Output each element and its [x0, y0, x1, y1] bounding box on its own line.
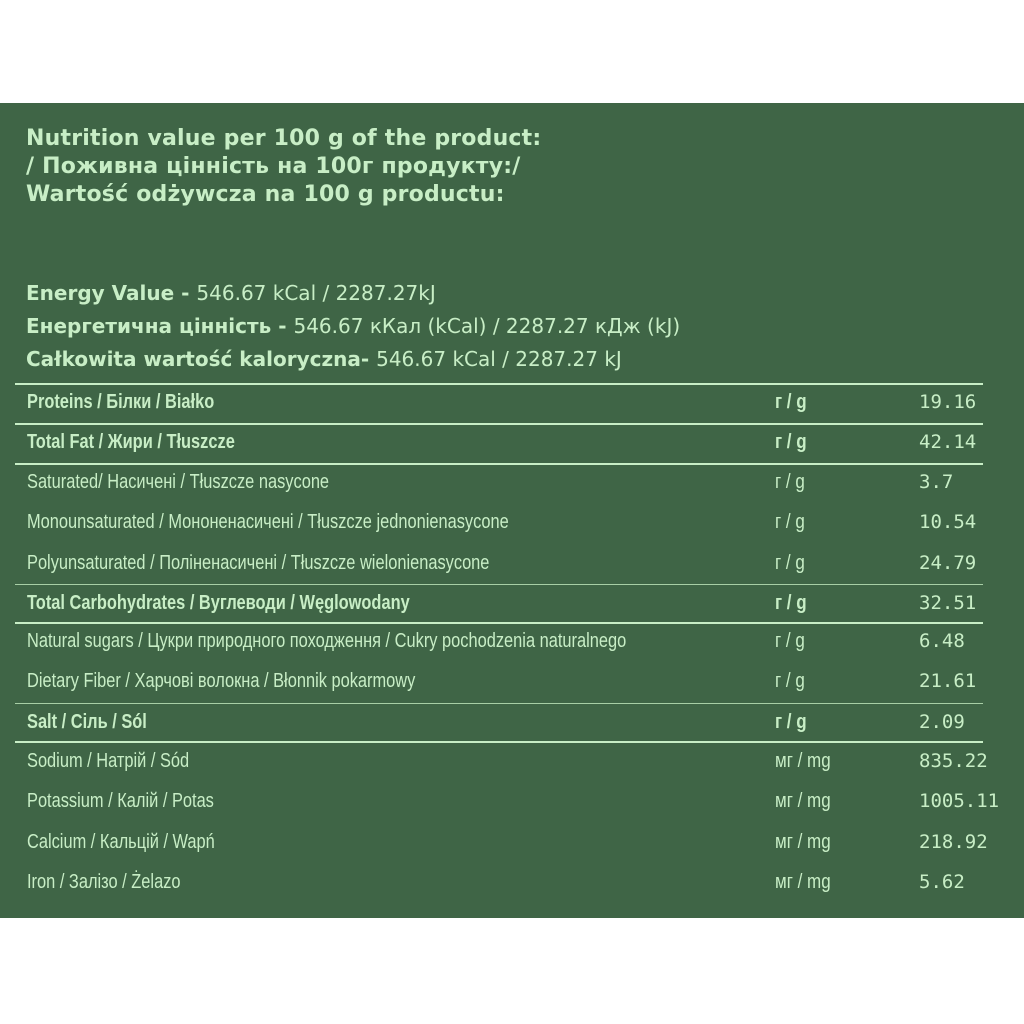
nutrition-heading: Nutrition value per 100 g of the product: / Поживна цінність на 100г продукту:/ Wartość odżywcza na 100 g productu: [26, 126, 542, 207]
nutrient-unit: мг / mg [775, 750, 831, 772]
nutrient-unit: г / g [775, 670, 805, 692]
nutrient-unit: г / g [775, 552, 805, 574]
nutrient-label: Total Carbohydrates / Вуглеводи / Węglowodany [27, 592, 410, 614]
nutrient-label: Potassium / Калій / Potas [27, 790, 214, 812]
nutrient-label: Iron / Залізо / Żelazo [27, 871, 181, 893]
nutrient-row-total-fat [15, 422, 985, 462]
nutrient-label: Saturated/ Насичені / Tłuszcze nasycone [27, 471, 330, 493]
nutrient-unit: мг / mg [775, 831, 831, 853]
nutrient-value: 32.51 [919, 592, 977, 614]
nutrient-value: 3.7 [919, 471, 954, 493]
nutrient-label: Total Fat / Жири / Tłuszcze [27, 431, 235, 453]
energy-line-en [26, 281, 436, 305]
nutrient-value: 5.62 [919, 871, 965, 893]
nutrient-unit: г / g [775, 511, 805, 533]
nutrient-unit: мг / mg [775, 790, 831, 812]
nutrient-label: Proteins / Білки / Białko [27, 391, 215, 413]
nutrient-row-polyunsaturated [15, 543, 985, 583]
nutrient-label: Dietary Fiber / Харчові волокна / Błonnik pokarmowy [27, 670, 416, 692]
nutrition-panel [0, 103, 1024, 918]
nutrient-row-potassium [15, 781, 1000, 821]
nutrient-unit: г / g [775, 391, 807, 413]
nutrient-row-iron [15, 862, 985, 902]
nutrient-row-proteins [15, 382, 985, 422]
nutrient-value: 2.09 [919, 711, 965, 733]
nutrient-row-salt [15, 702, 985, 742]
energy-label: Energy Value - [26, 281, 197, 305]
nutrient-unit: г / g [775, 471, 805, 493]
nutrient-unit: г / g [775, 711, 807, 733]
nutrient-label: Salt / Сіль / Sól [27, 711, 147, 733]
nutrient-row-saturated [15, 462, 985, 502]
nutrient-row-natural-sugars [15, 621, 985, 661]
nutrient-value: 21.61 [919, 670, 977, 692]
energy-value: 546.67 кКал (kCal) / 2287.27 кДж (kJ) [293, 314, 681, 338]
energy-label: Całkowita wartość kaloryczna- [26, 347, 377, 371]
energy-value: 546.67 kCal / 2287.27 kJ [376, 347, 622, 371]
nutrient-value: 835.22 [919, 750, 988, 772]
nutrient-unit: мг / mg [775, 871, 831, 893]
nutrient-row-sodium [15, 741, 988, 781]
energy-value: 546.67 kCal / 2287.27kJ [196, 281, 436, 305]
nutrient-row-monounsaturated [15, 502, 985, 542]
nutrient-value: 218.92 [919, 831, 988, 853]
nutrient-value: 42.14 [919, 431, 977, 453]
nutrient-unit: г / g [775, 431, 807, 453]
energy-line-pl [26, 347, 622, 371]
nutrient-row-total-carbohydrates [15, 583, 985, 623]
nutrient-value: 6.48 [919, 630, 965, 652]
nutrient-label: Monounsaturated / Мононенасичені / Tłuszcze jednonienasycone [27, 511, 509, 533]
energy-line-uk [26, 314, 680, 338]
nutrient-unit: г / g [775, 630, 805, 652]
nutrient-value: 24.79 [919, 552, 977, 574]
nutrient-unit: г / g [775, 592, 807, 614]
nutrient-row-dietary-fiber [15, 661, 985, 701]
nutrient-value: 19.16 [919, 391, 977, 413]
nutrient-label: Calcium / Кальцій / Wapń [27, 831, 215, 853]
energy-label: Енергетична цінність - [26, 314, 294, 338]
nutrient-value: 1005.11 [919, 790, 1000, 812]
nutrient-value: 10.54 [919, 511, 977, 533]
nutrient-label: Polyunsaturated / Поліненасичені / Tłuszcze wielonienasycone [27, 552, 490, 574]
nutrient-row-calcium [15, 822, 988, 862]
nutrient-label: Natural sugars / Цукри природного походження / Cukry pochodzenia naturalnego [27, 630, 627, 652]
nutrient-label: Sodium / Натрій / Sód [27, 750, 190, 772]
